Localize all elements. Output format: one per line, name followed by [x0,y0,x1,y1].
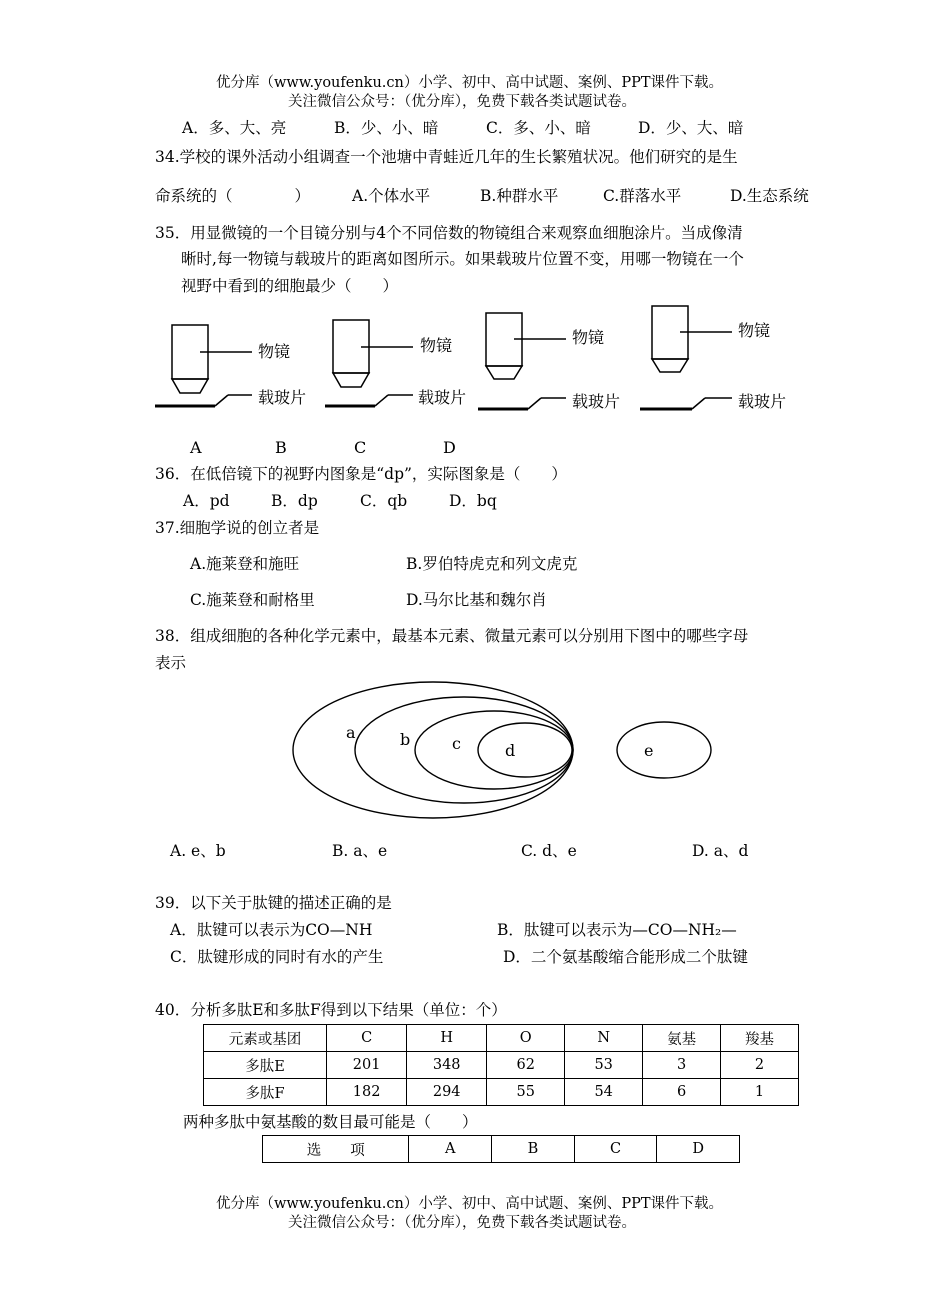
answer-options-table [262,1135,740,1163]
q38-option-a: A. e、b [170,842,226,860]
table-header-cell: 羧基 [721,1025,799,1052]
footer-line-2: 关注微信公众号：（优分库），免费下载各类试题试卷。 [288,1215,636,1231]
venn-label-a: a [346,723,356,742]
table-cell: 294 [407,1079,487,1106]
objective-c [478,313,566,409]
choice-label-d: D [443,438,456,457]
q34-option-c: C.群落水平 [603,187,682,205]
table-cell: 2 [721,1052,799,1079]
ellipse-d [478,723,572,777]
table-cell: 201 [327,1052,407,1079]
q37-option-a: A.施莱登和施旺 [190,555,300,573]
q34-stem-line-2: 命系统的（ ） [155,187,311,205]
objective-d [640,306,732,409]
table-cell: 348 [407,1052,487,1079]
venn-label-b: b [400,730,411,749]
table-cell: 182 [327,1079,407,1106]
header-line-2: 关注微信公众号：（优分库），免费下载各类试题试卷。 [288,94,636,110]
objective-label-b: 物镜 [420,336,453,355]
q35-stem-line-1: 35．用显微镜的一个目镜分别与4个不同倍数的物镜组合来观察血细胞涂片。当成像清 [155,224,743,242]
venn-label-e: e [644,741,654,760]
q34-stem-line-1: 34.学校的课外活动小组调查一个池塘中青蛙近几年的生长繁殖状况。他们研究的是生 [155,148,738,166]
table-row [204,1052,799,1079]
table-cell: 53 [565,1052,643,1079]
q33-option-b: B．少、小、暗 [334,119,439,137]
table-cell: A [409,1136,492,1163]
table-cell: 55 [487,1079,565,1106]
table-cell: 1 [721,1079,799,1106]
q36-option-c: C．qb [360,492,408,510]
q37-option-b: B.罗伯特虎克和列文虎克 [406,555,578,573]
q36-option-a: A．pd [183,492,230,510]
ellipse-e [617,722,711,778]
q38-stem-line-1: 38．组成细胞的各种化学元素中，最基本元素、微量元素可以分别用下图中的哪些字母 [155,627,749,645]
q39-option-a: A．肽键可以表示为CO—NH [170,921,373,939]
table-cell: 多肽E [204,1052,327,1079]
table-cell: 6 [643,1079,721,1106]
venn-label-d: d [505,741,516,760]
slide-label-a: 载玻片 [258,388,307,407]
q37-option-d: D.马尔比基和魏尔肖 [406,591,547,609]
slide-label-d: 载玻片 [738,392,787,411]
q38-option-b: B. a、e [332,842,388,860]
objective-a [155,325,252,406]
q39-option-b: B．肽键可以表示为—CO—NH₂— [497,921,737,939]
table-header-cell: O [487,1025,565,1052]
q39-option-d: D．二个氨基酸缩合能形成二个肽键 [503,948,748,966]
q36-stem: 36．在低倍镜下的视野内图象是“dp”，实际图象是（ ） [155,465,567,483]
slide-label-c: 载玻片 [572,392,621,411]
slide-label-b: 载玻片 [418,388,467,407]
table-header-row [204,1025,799,1052]
q37-option-c: C.施莱登和耐格里 [190,591,315,609]
ellipse-b [355,697,573,803]
choice-label-a: A [190,438,202,457]
venn-label-c: c [452,734,461,753]
q34-option-a: A.个体水平 [352,187,431,205]
table-header-cell: N [565,1025,643,1052]
table-header-cell: 氨基 [643,1025,721,1052]
table-header-cell: H [407,1025,487,1052]
q38-stem-line-2: 表示 [155,654,187,672]
footer-line-1: 优分库（www.youfenku.cn）小学、初中、高中试题、案例、PPT课件下载。 [216,1196,724,1212]
q40-question: 两种多肽中氨基酸的数目最可能是（ ） [183,1113,478,1131]
choice-label-c: C [354,438,367,457]
q38-option-d: D. a、d [692,842,749,860]
q33-option-c: C．多、小、暗 [486,119,591,137]
header-line-1: 优分库（www.youfenku.cn）小学、初中、高中试题、案例、PPT课件下载。 [216,75,724,91]
q34-option-b: B.种群水平 [480,187,559,205]
q36-option-b: B．dp [271,492,318,510]
table-cell: B [492,1136,575,1163]
table-cell: 62 [487,1052,565,1079]
table-header-cell: C [327,1025,407,1052]
polypeptide-table [203,1024,799,1106]
q35-stem-line-3: 视野中看到的细胞最少（ ） [181,277,399,295]
objective-label-d: 物镜 [738,321,771,340]
q39-stem: 39．以下关于肽键的描述正确的是 [155,894,392,912]
table-cell: 多肽F [204,1079,327,1106]
q37-stem: 37.细胞学说的创立者是 [155,519,320,537]
q33-option-a: A．多、大、亮 [182,119,287,137]
table-cell: 54 [565,1079,643,1106]
choice-label-b: B [275,438,287,457]
ellipse-a [293,682,573,818]
q36-option-d: D．bq [449,492,497,510]
q33-option-d: D．少、大、暗 [638,119,744,137]
ellipse-c [415,711,573,789]
table-cell: 3 [643,1052,721,1079]
table-row [263,1136,740,1163]
table-cell: C [574,1136,657,1163]
q38-option-c: C. d、e [521,842,577,860]
objective-b [325,320,413,406]
table-header-cell: 选 项 [263,1136,409,1163]
table-cell: D [657,1136,740,1163]
q34-option-d: D.生态系统 [730,187,809,205]
objective-label-a: 物镜 [258,342,291,361]
objective-label-c: 物镜 [572,328,605,347]
q35-stem-line-2: 晰时,每一物镜与载玻片的距离如图所示。如果载玻片位置不变，用哪一物镜在一个 [181,250,744,268]
q40-stem: 40．分析多肽E和多肽F得到以下结果（单位：个） [155,1001,507,1019]
table-row [204,1079,799,1106]
q39-option-c: C．肽键形成的同时有水的产生 [170,948,384,966]
table-header-cell: 元素或基团 [204,1025,327,1052]
